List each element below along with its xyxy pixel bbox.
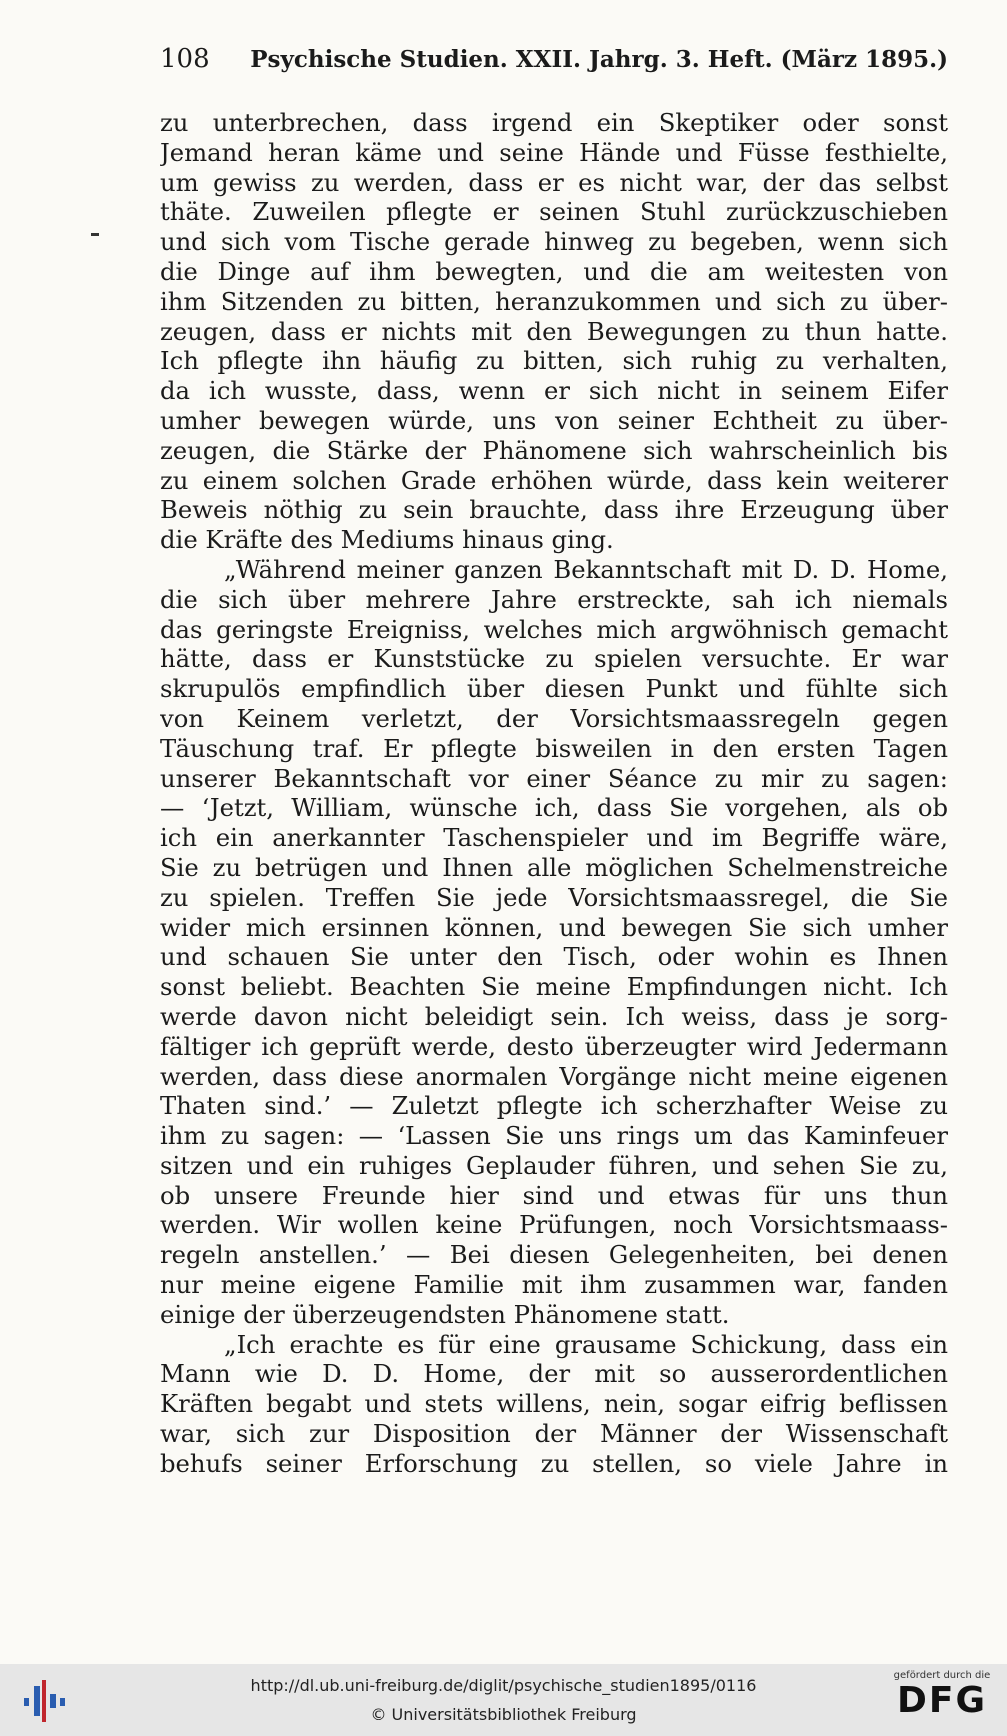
text-line: um gewiss zu werden, dass er es nicht war, der das selbst: [160, 167, 948, 197]
page-number: 108: [160, 44, 210, 74]
text-line: regeln anstellen.’ — Bei diesen Gelegenheiten, bei denen: [160, 1240, 948, 1270]
text-line: die Dinge auf ihm bewegten, und die am weitesten von: [160, 256, 948, 286]
text-line: war, sich zur Disposition der Männer der Wissenschaft: [160, 1419, 948, 1449]
text-line: thäte. Zuweilen pflegte er seinen Stuhl zurückzuschieben: [160, 197, 948, 227]
text-line: werde davon nicht beleidigt sein. Ich weiss, dass je sorg-: [160, 1001, 948, 1031]
text-line: das geringste Ereigniss, welches mich argwöhnisch gemacht: [160, 614, 948, 644]
body-text: [160, 108, 948, 1479]
text-line: nur meine eigene Familie mit ihm zusammen war, fanden: [160, 1270, 948, 1300]
text-line: Mann wie D. D. Home, der mit so ausserordentlichen: [160, 1359, 948, 1389]
text-line: Thaten sind.’ — Zuletzt pflegte ich scherzhafter Weise zu: [160, 1091, 948, 1121]
text-line: „Ich erachte es für eine grausame Schickung, dass ein: [224, 1329, 948, 1359]
text-line: zeugen, die Stärke der Phänomene sich wahrscheinlich bis: [160, 435, 948, 465]
source-url-link[interactable]: http://dl.ub.uni-freiburg.de/diglit/psychische_studien1895/0116: [250, 1676, 757, 1695]
text-line: wider mich ersinnen können, und bewegen Sie sich umher: [160, 912, 948, 942]
text-line: ihm zu sagen: — ‘Lassen Sie uns rings um das Kaminfeuer: [160, 1121, 948, 1151]
text-line: Ich pflegte ihn häufig zu bitten, sich ruhig zu verhalten,: [160, 346, 948, 376]
text-line: behufs seiner Erforschung zu stellen, so viele Jahre in: [160, 1448, 948, 1478]
text-line: zu unterbrechen, dass irgend ein Skeptiker oder sonst: [160, 108, 948, 137]
text-line: skrupulös empfindlich über diesen Punkt und fühlte sich: [160, 674, 948, 704]
viewer-footer: [0, 1664, 1007, 1736]
text-line: die Kräfte des Mediums hinaus ging.: [160, 525, 614, 555]
margin-mark: [91, 233, 99, 236]
text-line: — ‘Jetzt, William, wünsche ich, dass Sie vorgehen, als ob: [160, 793, 948, 823]
text-line: zeugen, dass er nichts mit den Bewegungen zu thun hatte.: [160, 316, 948, 346]
text-line: und schauen Sie unter den Tisch, oder wohin es Ihnen: [160, 942, 948, 972]
text-line: die sich über mehrere Jahre erstreckte, sah ich niemals: [160, 584, 948, 614]
text-line: Sie zu betrügen und Ihnen alle möglichen Schelmenstreiche: [160, 852, 948, 882]
text-line: ich ein anerkannter Taschenspieler und im Begriffe wäre,: [160, 823, 948, 853]
text-line: von Keinem verletzt, der Vorsichtsmaassregeln gegen: [160, 703, 948, 733]
dfg-caption: gefördert durch die: [893, 1670, 991, 1681]
text-line: „Während meiner ganzen Bekanntschaft mit D. D. Home,: [224, 554, 948, 584]
copyright-notice: © Universitätsbibliothek Freiburg: [370, 1705, 637, 1724]
text-line: umher bewegen würde, uns von seiner Echtheit zu über-: [160, 405, 948, 435]
text-line: zu spielen. Treffen Sie jede Vorsichtsmaassregel, die Sie: [160, 882, 948, 912]
text-line: sitzen und ein ruhiges Geplauder führen, und sehen Sie zu,: [160, 1150, 948, 1180]
running-header: [160, 44, 948, 74]
text-line: da ich wusste, dass, wenn er sich nicht in seinem Eifer: [160, 376, 948, 406]
text-line: werden. Wir wollen keine Prüfungen, noch Vorsichtsmaass-: [160, 1210, 948, 1240]
text-line: unserer Bekanntschaft vor einer Séance zu mir zu sagen:: [160, 763, 948, 793]
text-line: Täuschung traf. Er pflegte bisweilen in den ersten Tagen: [160, 733, 948, 763]
text-line: einige der überzeugendsten Phänomene statt.: [160, 1299, 730, 1329]
text-line: zu einem solchen Grade erhöhen würde, dass kein weiterer: [160, 465, 948, 495]
text-line: hätte, dass er Kunststücke zu spielen versuchte. Er war: [160, 644, 948, 674]
text-line: Jemand heran käme und seine Hände und Füsse festhielte,: [160, 137, 948, 167]
text-line: Kräften begabt und stets willens, nein, sogar eifrig beflissen: [160, 1389, 948, 1419]
dfg-logo-text: DFG: [896, 1680, 988, 1721]
text-line: Beweis nöthig zu sein brauchte, dass ihre Erzeugung über: [160, 495, 948, 525]
dfg-logo: [890, 1670, 994, 1732]
running-title: Psychische Studien. XXII. Jahrg. 3. Heft. (März 1895.): [250, 46, 948, 73]
text-line: und sich vom Tische gerade hinweg zu begeben, wenn sich: [160, 227, 948, 257]
text-line: sonst beliebt. Beachten Sie meine Empfindungen nicht. Ich: [160, 972, 948, 1002]
text-line: fältiger ich geprüft werde, desto überzeugter wird Jedermann: [160, 1031, 948, 1061]
text-line: ihm Sitzenden zu bitten, heranzukommen und sich zu über-: [160, 286, 948, 316]
text-line: werden, dass diese anormalen Vorgänge nicht meine eigenen: [160, 1061, 948, 1091]
text-line: ob unsere Freunde hier sind und etwas für uns thun: [160, 1180, 948, 1210]
